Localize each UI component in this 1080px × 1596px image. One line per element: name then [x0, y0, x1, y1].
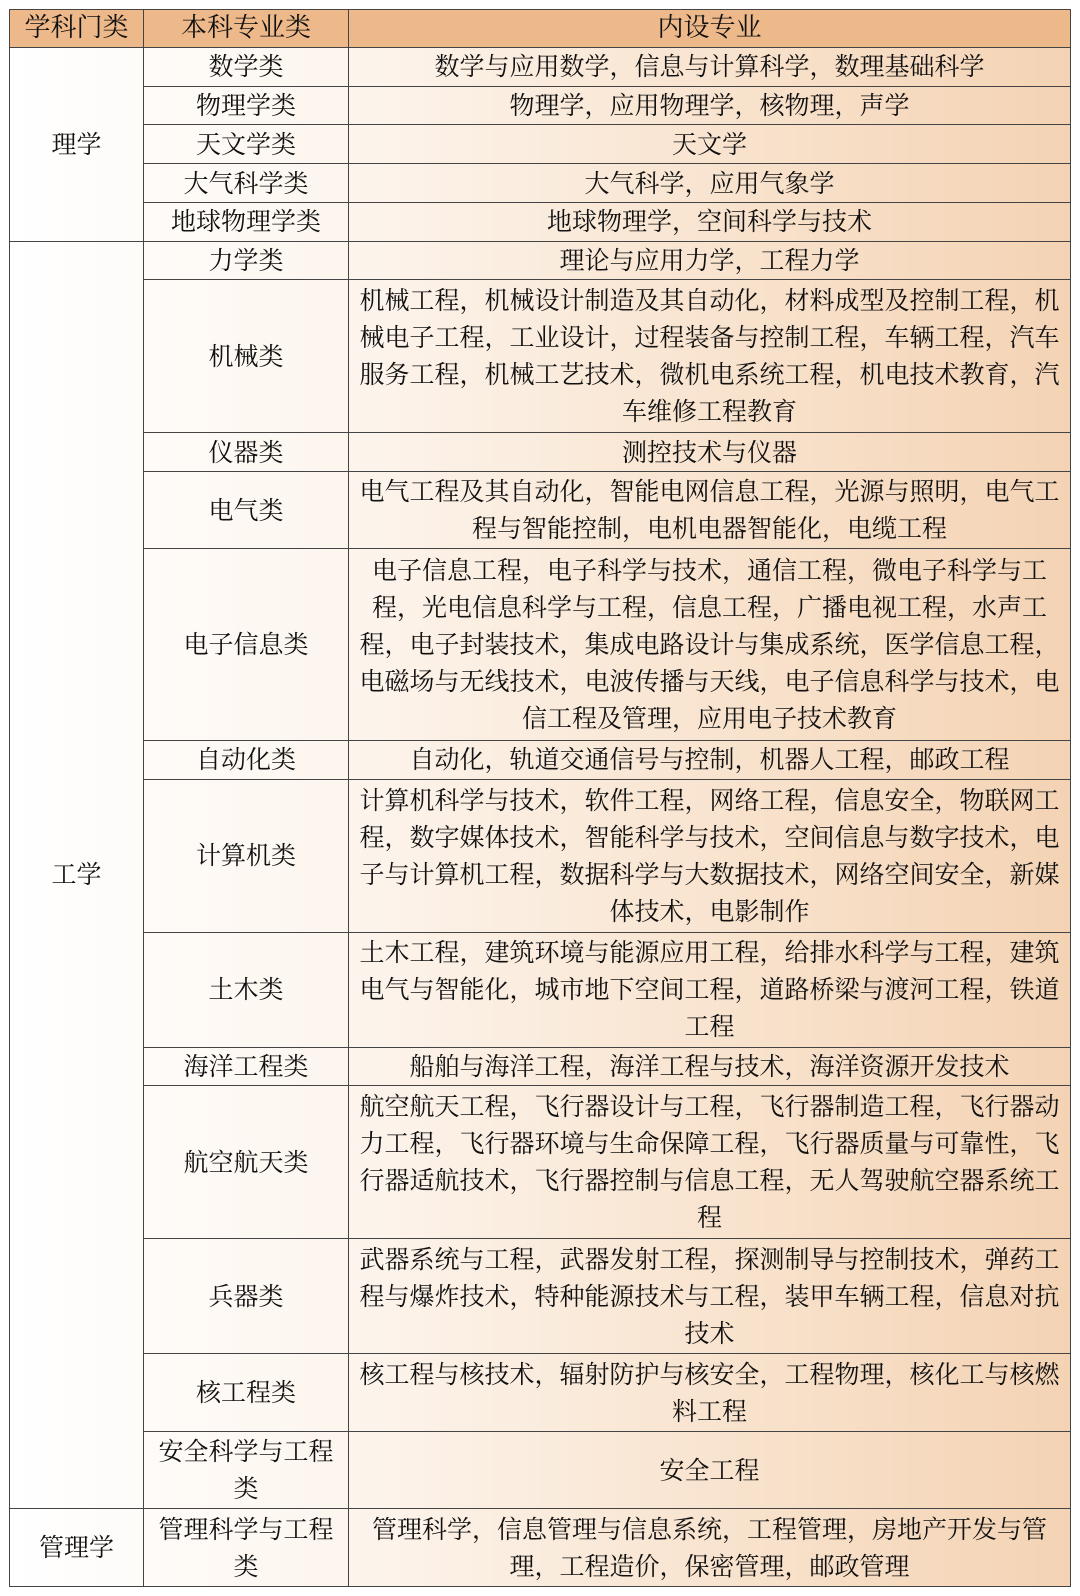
- table-row: [10, 1509, 1071, 1587]
- category-cell: 管理科学与工程类: [144, 1509, 349, 1587]
- category-cell: 海洋工程类: [144, 1047, 349, 1086]
- table-header-row: [10, 10, 1071, 48]
- majors-cell: 武器系统与工程，武器发射工程，探测制导与控制技术，弹药工程与爆炸技术，特种能源技术与工程，装甲车辆工程，信息对抗技术: [349, 1239, 1071, 1354]
- table-row: [10, 779, 1071, 932]
- table-row: [10, 1431, 1071, 1508]
- category-cell: 安全科学与工程类: [144, 1431, 349, 1508]
- category-cell: 自动化类: [144, 740, 349, 779]
- majors-cell: 机械工程，机械设计制造及其自动化，材料成型及控制工程，机械电子工程，工业设计，过程装备与控制工程，车辆工程，汽车服务工程，机械工艺技术，微机电系统工程，机电技术教育，汽车维修工程教育: [349, 280, 1071, 433]
- discipline-cell: 管理学: [10, 1509, 144, 1587]
- table-row: [10, 740, 1071, 779]
- header-majors: 内设专业: [349, 10, 1071, 48]
- discipline-cell: 理学: [10, 48, 144, 242]
- category-cell: 力学类: [144, 241, 349, 280]
- category-cell: 兵器类: [144, 1239, 349, 1354]
- majors-cell: 电子信息工程，电子科学与技术，通信工程，微电子科学与工程，光电信息科学与工程，信息工程，广播电视工程，水声工程，电子封装技术，集成电路设计与集成系统，医学信息工程，电磁场与无线技术，电波传播与天线，电子信息科学与技术，电信工程及管理，应用电子技术教育: [349, 549, 1071, 741]
- majors-cell: 测控技术与仪器: [349, 433, 1071, 472]
- table-row: [10, 241, 1071, 280]
- category-cell: 机械类: [144, 280, 349, 433]
- majors-cell: 数学与应用数学，信息与计算科学，数理基础科学: [349, 48, 1071, 87]
- table-row: [10, 433, 1071, 472]
- category-cell: 计算机类: [144, 779, 349, 932]
- table-row: [10, 471, 1071, 548]
- table-row: [10, 1086, 1071, 1239]
- majors-cell: 船舶与海洋工程，海洋工程与技术，海洋资源开发技术: [349, 1047, 1071, 1086]
- category-cell: 电子信息类: [144, 549, 349, 741]
- majors-cell: 土木工程，建筑环境与能源应用工程，给排水科学与工程，建筑电气与智能化，城市地下空间工程，道路桥梁与渡河工程，铁道工程: [349, 932, 1071, 1047]
- majors-cell: 理论与应用力学，工程力学: [349, 241, 1071, 280]
- majors-cell: 计算机科学与技术，软件工程，网络工程，信息安全，物联网工程，数字媒体技术，智能科学与技术，空间信息与数字技术，电子与计算机工程，数据科学与大数据技术，网络空间安全，新媒体技术，电影制作: [349, 779, 1071, 932]
- table-row: [10, 125, 1071, 164]
- majors-cell: 管理科学，信息管理与信息系统，工程管理，房地产开发与管理，工程造价，保密管理，邮政管理: [349, 1509, 1071, 1587]
- table-row: [10, 1354, 1071, 1431]
- majors-cell: 大气科学，应用气象学: [349, 164, 1071, 203]
- category-cell: 核工程类: [144, 1354, 349, 1431]
- table-row: [10, 549, 1071, 741]
- majors-cell: 天文学: [349, 125, 1071, 164]
- majors-cell: 自动化，轨道交通信号与控制，机器人工程，邮政工程: [349, 740, 1071, 779]
- table-row: [10, 48, 1071, 87]
- majors-table: [9, 9, 1071, 1587]
- majors-cell: 核工程与核技术，辐射防护与核安全，工程物理，核化工与核燃料工程: [349, 1354, 1071, 1431]
- table-row: [10, 164, 1071, 203]
- discipline-cell: 工学: [10, 241, 144, 1509]
- table-row: [10, 86, 1071, 125]
- table-row: [10, 202, 1071, 241]
- category-cell: 物理学类: [144, 86, 349, 125]
- category-cell: 大气科学类: [144, 164, 349, 203]
- category-cell: 天文学类: [144, 125, 349, 164]
- category-cell: 土木类: [144, 932, 349, 1047]
- header-category: 本科专业类: [144, 10, 349, 48]
- majors-cell: 物理学，应用物理学，核物理，声学: [349, 86, 1071, 125]
- majors-cell: 电气工程及其自动化，智能电网信息工程，光源与照明，电气工程与智能控制，电机电器智能化，电缆工程: [349, 471, 1071, 548]
- majors-cell: 航空航天工程，飞行器设计与工程，飞行器制造工程，飞行器动力工程，飞行器环境与生命保障工程，飞行器质量与可靠性，飞行器适航技术，飞行器控制与信息工程，无人驾驶航空器系统工程: [349, 1086, 1071, 1239]
- majors-cell: 安全工程: [349, 1431, 1071, 1508]
- category-cell: 地球物理学类: [144, 202, 349, 241]
- category-cell: 航空航天类: [144, 1086, 349, 1239]
- majors-table-container: [9, 9, 1070, 1587]
- category-cell: 数学类: [144, 48, 349, 87]
- category-cell: 电气类: [144, 471, 349, 548]
- table-row: [10, 1239, 1071, 1354]
- table-row: [10, 932, 1071, 1047]
- table-row: [10, 1047, 1071, 1086]
- table-row: [10, 280, 1071, 433]
- category-cell: 仪器类: [144, 433, 349, 472]
- majors-cell: 地球物理学，空间科学与技术: [349, 202, 1071, 241]
- header-discipline: 学科门类: [10, 10, 144, 48]
